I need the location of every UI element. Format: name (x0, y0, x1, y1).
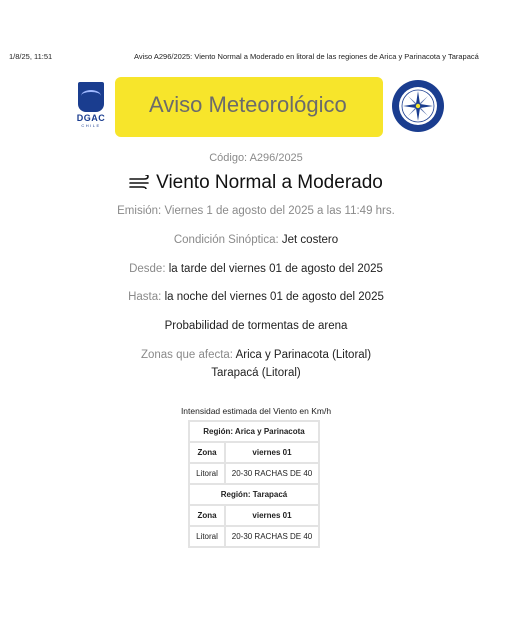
headline (0, 172, 512, 194)
zonas-value-1: Arica y Parinacota (Litoral) (235, 349, 372, 361)
region-header: Región: Tarapacá (190, 485, 318, 504)
codigo-label: Código: (209, 152, 248, 164)
condicion-label: Condición Sinóptica: (173, 234, 279, 246)
column-header-zona: Zona (190, 443, 224, 462)
hasta-label: Hasta: (128, 291, 162, 303)
print-title: Aviso A296/2025: Viento Normal a Moderado en litoral de las regiones de Arica y Parinacota y Tarapacá (134, 52, 479, 61)
dgac-logo (76, 82, 106, 130)
table-row (190, 506, 318, 525)
title-banner (115, 77, 383, 137)
table-row (190, 485, 318, 504)
column-header-day: viernes 01 (226, 443, 318, 462)
headline-text: Viento Normal a Moderado (156, 172, 383, 193)
hasta-value: la noche del viernes 01 de agosto del 2025 (164, 291, 384, 303)
column-header-day: viernes 01 (226, 506, 318, 525)
zonas-label: Zonas que afecta: (140, 349, 233, 361)
emision-line (0, 205, 512, 217)
condicion-line (0, 234, 512, 246)
codigo-line (0, 152, 512, 164)
table-row (190, 422, 318, 441)
table-row (190, 527, 318, 546)
dgac-emblem-icon (78, 82, 104, 112)
emision-label: Emisión: (117, 205, 162, 217)
hasta-line (0, 291, 512, 303)
column-header-zona: Zona (190, 506, 224, 525)
table-cell-zone: Litoral (190, 527, 224, 546)
table-cell-value: 20-30 RACHAS DE 40 (226, 527, 318, 546)
desde-label: Desde: (129, 263, 166, 275)
desde-line (0, 263, 512, 275)
meteorologia-seal-icon (391, 79, 445, 133)
table-row (190, 464, 318, 483)
codigo-value: A296/2025 (249, 152, 303, 164)
table-row (190, 443, 318, 462)
zonas-value-2: Tarapacá (Litoral) (211, 367, 301, 379)
region-header: Región: Arica y Parinacota (190, 422, 318, 441)
condicion-value: Jet costero (281, 234, 339, 246)
page-title: Aviso Meteorológico (149, 92, 347, 117)
table-caption: Intensidad estimada del Viento en Km/h (180, 406, 332, 416)
wind-intensity-table (188, 420, 320, 548)
dgac-acronym: DGAC (76, 113, 106, 123)
wind-icon (129, 175, 151, 189)
print-header (9, 52, 504, 64)
table-cell-value: 20-30 RACHAS DE 40 (226, 464, 318, 483)
dgac-country: CHILE (81, 123, 101, 128)
probabilidad-line: Probabilidad de tormentas de arena (164, 320, 348, 332)
print-date: 1/8/25, 11:51 (9, 52, 53, 61)
zonas-line (0, 349, 512, 361)
table-cell-zone: Litoral (190, 464, 224, 483)
emision-value: Viernes 1 de agosto del 2025 a las 11:49 hrs. (164, 205, 395, 217)
desde-value: la tarde del viernes 01 de agosto del 2025 (168, 263, 383, 275)
